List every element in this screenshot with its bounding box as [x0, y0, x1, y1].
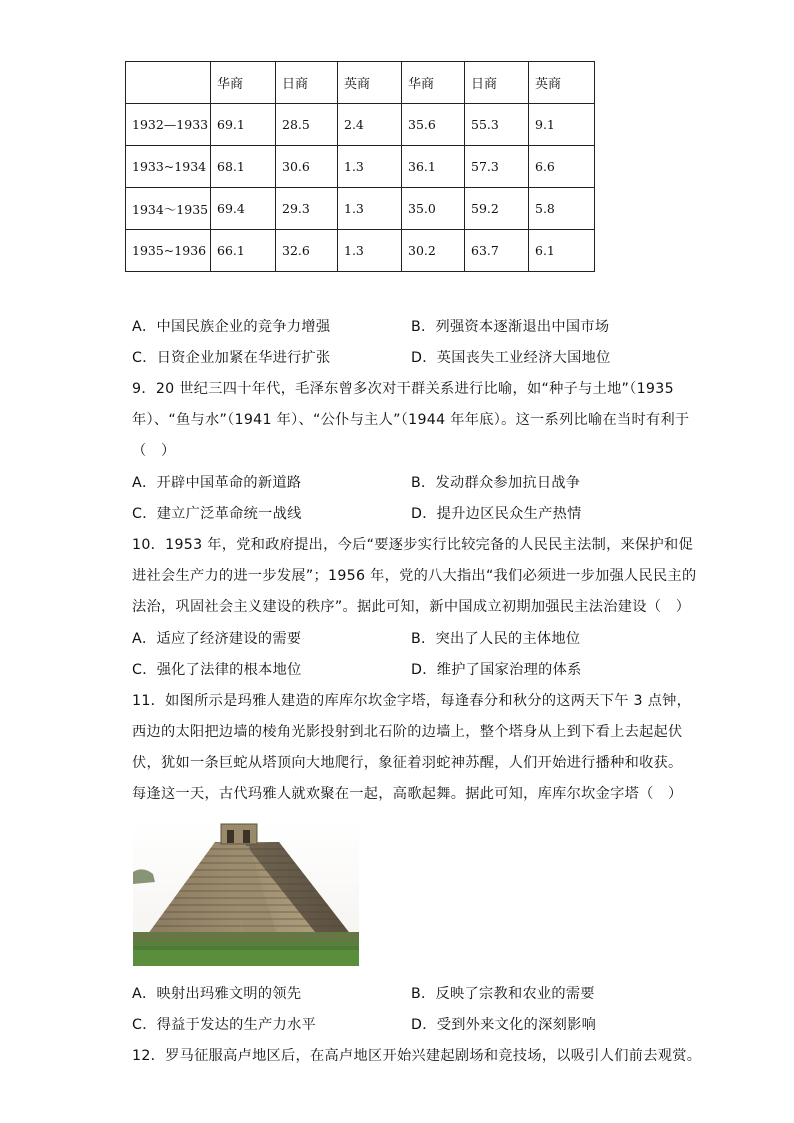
- kukulcan-pyramid-image: [133, 822, 359, 966]
- q9-stem-line-2: 年）、“鱼与水”（1941 年）、“公仆与主人”（1944 年年底）。这一系列比喻在当时有利于: [132, 412, 690, 428]
- table-cell: 59.2: [465, 188, 529, 230]
- table-header-cell: [126, 62, 211, 104]
- table-header-cell: 日商: [465, 62, 529, 104]
- trade-share-table: [125, 61, 595, 272]
- q9-option-a[interactable]: A．开辟中国革命的新道路: [132, 475, 302, 491]
- table-cell: 6.6: [529, 146, 595, 188]
- q10-option-a[interactable]: A．适应了经济建设的需要: [132, 631, 302, 647]
- table-row: [126, 104, 595, 146]
- table-cell: 55.3: [465, 104, 529, 146]
- table-row: [126, 188, 595, 230]
- q12-stem-line-1: 12．罗马征服高卢地区后，在高卢地区开始兴建起剧场和竞技场，以吸引人们前去观赏。: [132, 1048, 702, 1064]
- q10-option-d[interactable]: D．维护了国家治理的体系: [411, 662, 582, 678]
- q10-option-b[interactable]: B．突出了人民的主体地位: [411, 631, 581, 647]
- q8-option-b[interactable]: B．列强资本逐渐退出中国市场: [411, 319, 610, 335]
- table-cell: 57.3: [465, 146, 529, 188]
- q11-option-c[interactable]: C．得益于发达的生产力水平: [132, 1017, 317, 1033]
- table-header-cell: 英商: [338, 62, 402, 104]
- table-cell: 2.4: [338, 104, 402, 146]
- table-cell: 36.1: [402, 146, 465, 188]
- table-header-cell: 华商: [211, 62, 276, 104]
- table-cell: 6.1: [529, 230, 595, 272]
- table-cell: 1.3: [338, 230, 402, 272]
- q11-option-b[interactable]: B．反映了宗教和农业的需要: [411, 986, 595, 1002]
- q9-option-c[interactable]: C．建立广泛革命统一战线: [132, 506, 302, 522]
- table-cell: 29.3: [276, 188, 338, 230]
- q8-option-d[interactable]: D．英国丧失工业经济大国地位: [411, 350, 611, 366]
- table-header-cell: 英商: [529, 62, 595, 104]
- table-cell: 35.6: [402, 104, 465, 146]
- table-cell: 66.1: [211, 230, 276, 272]
- table-cell: 1.3: [338, 146, 402, 188]
- q8-option-c[interactable]: C．日资企业加紧在华进行扩张: [132, 350, 331, 366]
- table-cell: 1933~1934: [126, 146, 211, 188]
- q9-option-b[interactable]: B．发动群众参加抗日战争: [411, 475, 581, 491]
- q9-option-d[interactable]: D．提升边区民众生产热情: [411, 506, 582, 522]
- table-cell: 35.0: [402, 188, 465, 230]
- table-cell: 69.4: [211, 188, 276, 230]
- table-cell: 1935~1936: [126, 230, 211, 272]
- table-cell: 68.1: [211, 146, 276, 188]
- q11-stem-line-4: 每逢这一天，古代玛雅人就欢聚在一起，高歌起舞。据此可知，库库尔坎金字塔（ ）: [132, 786, 683, 802]
- table-cell: 30.6: [276, 146, 338, 188]
- q10-option-c[interactable]: C．强化了法律的根本地位: [132, 662, 302, 678]
- table-cell: 1934～1935: [126, 188, 211, 230]
- table-cell: 69.1: [211, 104, 276, 146]
- table-cell: 5.8: [529, 188, 595, 230]
- table-cell: 28.5: [276, 104, 338, 146]
- table-header-cell: 华商: [402, 62, 465, 104]
- table-header-row: [126, 62, 595, 104]
- table-cell: 1.3: [338, 188, 402, 230]
- q10-stem-line-2: 进社会生产力的进一步发展”；1956 年，党的八大指出“我们必须进一步加强人民民主的: [132, 568, 697, 584]
- table-cell: 1932—1933: [126, 104, 211, 146]
- q8-option-a[interactable]: A．中国民族企业的竞争力增强: [132, 319, 331, 335]
- table-cell: 9.1: [529, 104, 595, 146]
- table-cell: 32.6: [276, 230, 338, 272]
- q11-stem-line-3: 伏，犹如一条巨蛇从塔顶向大地爬行，象征着羽蛇神苏醒，人们开始进行播种和收获。: [132, 755, 683, 771]
- table-row: [126, 230, 595, 272]
- table-header-cell: 日商: [276, 62, 338, 104]
- q9-stem-line-1: 9．20 世纪三四十年代，毛泽东曾多次对干群关系进行比喻，如“种子与土地”（1935: [132, 381, 674, 397]
- q11-option-d[interactable]: D．受到外来文化的深刻影响: [411, 1017, 597, 1033]
- table-row: [126, 146, 595, 188]
- q11-stem-line-1: 11．如图所示是玛雅人建造的库库尔坎金字塔，每逢春分和秋分的这两天下午 3 点钟，: [132, 693, 692, 709]
- q9-stem-line-3: （ ）: [132, 443, 176, 459]
- table-cell: 63.7: [465, 230, 529, 272]
- table-cell: 30.2: [402, 230, 465, 272]
- q11-stem-line-2: 西边的太阳把边墙的棱角光影投射到北石阶的边墙上，整个塔身从上到下看上去起起伏: [132, 724, 683, 740]
- q10-stem-line-1: 10．1953 年，党和政府提出，今后“要逐步实行比较完备的人民民主法制，来保护和促: [132, 537, 693, 553]
- q11-option-a[interactable]: A．映射出玛雅文明的领先: [132, 986, 302, 1002]
- q10-stem-line-3: 法治，巩固社会主义建设的秩序”。据此可知，新中国成立初期加强民主法治建设（ ）: [132, 599, 691, 615]
